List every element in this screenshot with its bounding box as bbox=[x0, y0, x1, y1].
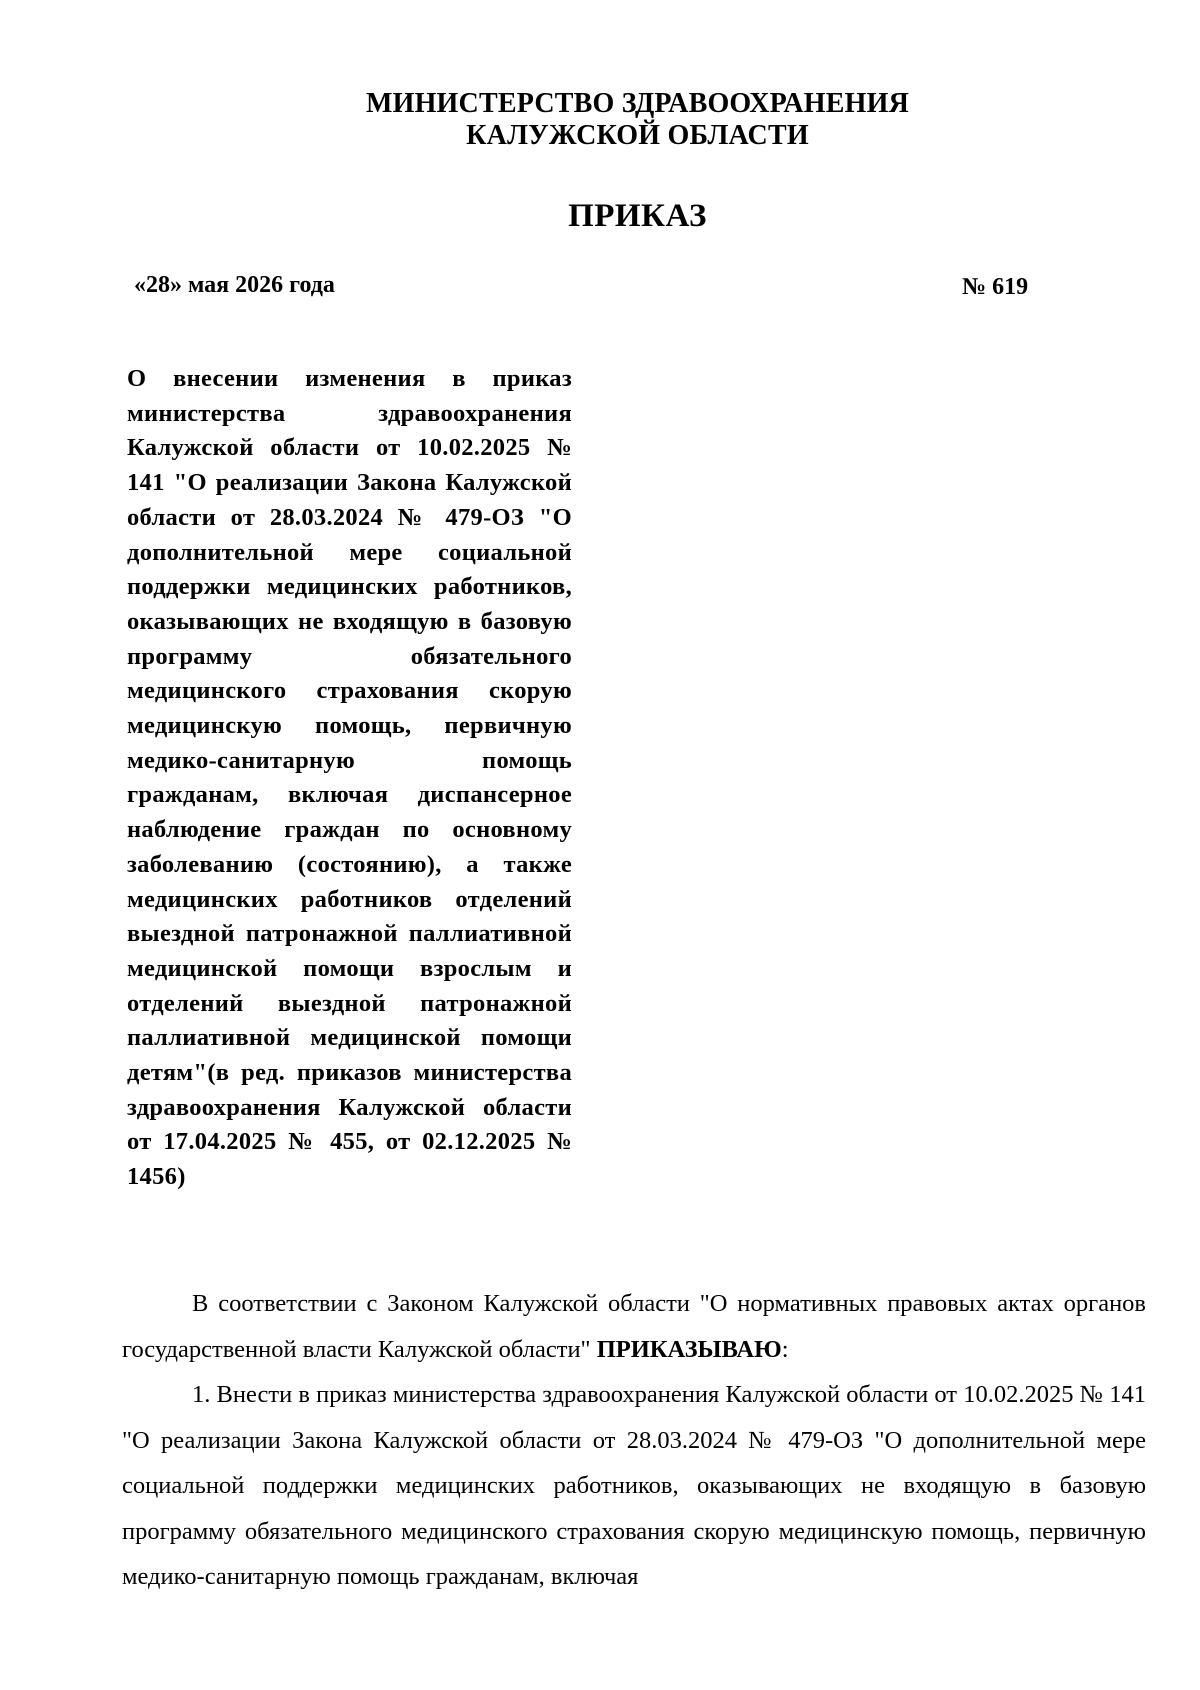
document-type-title: ПРИКАЗ bbox=[568, 198, 707, 234]
order-keyword: ПРИКАЗЫВАЮ bbox=[596, 1335, 782, 1363]
ministry-name-line1: МИНИСТЕРСТВО ЗДРАВООХРАНЕНИЯ bbox=[365, 88, 910, 119]
order-keyword-colon: : bbox=[781, 1335, 789, 1363]
order-date: «28» мая 2026 года bbox=[134, 272, 335, 298]
order-subject: О внесении изменения в приказ министерства здравоохранения Калужской области от 10.02.2025 № 141 "О реализации Закона Калужской области от 28.03.2024 № 479-ОЗ "О дополнительной мере социальной поддержки медицинских работников, оказывающих не входящую в базовую программу обязательного медицинского страхования скорую медицинскую помощь, первичную медико-санитарную помощь гражданам, включая диспансерное наблюдение граждан по основному заболеванию (состоянию), а также медицинских работников отделений выездной патронажной паллиативной медицинской помощи взрослым и отделений выездной патронажной паллиативной медицинской помощи детям"(в ред. приказов министерства здравоохранения Калужской области от 17.04.2025 № 455, от 02.12.2025 № 1456) bbox=[127, 365, 572, 1191]
ministry-name-line2: КАЛУЖСКОЙ ОБЛАСТИ bbox=[466, 120, 809, 151]
order-number: № 619 bbox=[962, 274, 1029, 300]
order-body bbox=[122, 1281, 1146, 1600]
preamble-paragraph bbox=[122, 1281, 1146, 1372]
ministry-heading bbox=[0, 88, 1200, 152]
order-item-1: 1. Внести в приказ министерства здравоохранения Калужской области от 10.02.2025 № 141 "О реализации Закона Калужской области от 28.03.2024 № 479-ОЗ "О дополнительной мере социальной поддержки медицинских работников, оказывающих не входящую в базовую программу обязательного медицинского страхования скорую медицинскую помощь, первичную медико-санитарную помощь гражданам, включая bbox=[122, 1381, 1146, 1590]
preamble-text: В соответствии с Законом Калужской области "О нормативных правовых актах органов государственной власти Калужской области" bbox=[122, 1290, 1146, 1363]
